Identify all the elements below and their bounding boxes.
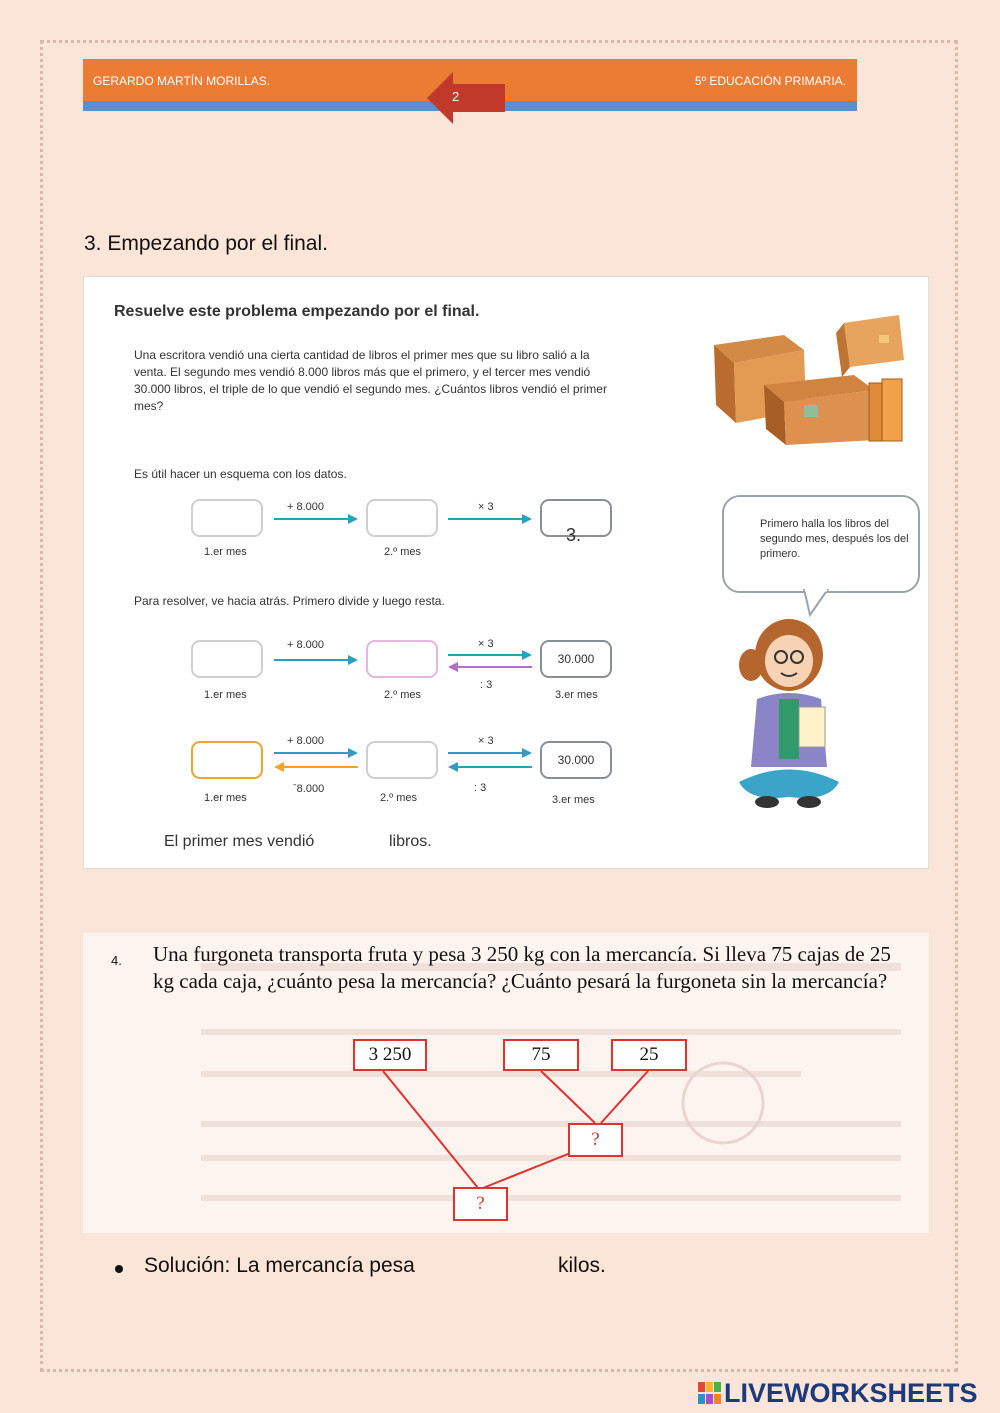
row1-plus-label: + 8.000 [287, 501, 325, 513]
row2-month2-box [366, 640, 438, 678]
row3-month2-box [366, 741, 438, 779]
row1-month2-box [366, 499, 438, 537]
row1-arrow-plus [274, 513, 358, 525]
page-number: 2 [452, 89, 460, 104]
solution-prefix: Solución: La mercancía pesa [144, 1254, 415, 1277]
exercise-3-panel [83, 276, 929, 869]
resolve-hint: Para resolver, ve hacia atrás. Primero divide y luego resta. [134, 594, 445, 608]
row3-times-label: × 3 [478, 735, 494, 747]
section-3-title: 3. Empezando por el final. [84, 232, 328, 255]
row1-month2-label: 2.º mes [384, 546, 422, 558]
row3-month1-box [191, 741, 263, 779]
row1-times-label: × 3 [478, 501, 494, 513]
row3-arrow-div [448, 761, 532, 773]
row2-month3-label: 3.er mes [555, 689, 598, 701]
row3-minus-label: ˉ8.000 [293, 783, 325, 795]
row1-month1-box [191, 499, 263, 537]
box-75: 75 [503, 1039, 579, 1071]
exercise-4-panel [83, 933, 929, 1233]
box-question-van[interactable]: ? [453, 1187, 508, 1221]
row3-arrow-plus [274, 747, 358, 759]
exercise-3-answer-prefix: El primer mes vendió [164, 833, 315, 850]
page-arrow-icon [427, 72, 505, 124]
exercise-4-number: 4. [111, 953, 122, 968]
row2-month1-box [191, 640, 263, 678]
exercise-4-problem: Una furgoneta transporta fruta y pesa 3 250 kg con la mercancía. Si lleva 75 cajas de 25 kg cada caja, ¿cuánto pesa la mercancía? ¿Cuánto pesará la furgoneta sin la mercancía? [153, 942, 891, 993]
row3-month3-label: 3.er mes [552, 794, 595, 806]
row1-arrow-times [448, 513, 532, 525]
row3-plus-label: + 8.000 [287, 735, 325, 747]
scheme-hint: Es útil hacer un esquema con los datos. [134, 467, 347, 481]
row2-times-label: × 3 [478, 638, 494, 650]
bullet-icon [112, 1262, 126, 1276]
row1-blank-answer[interactable]: 3. [566, 525, 582, 545]
row3-month2-label: 2.º mes [380, 792, 418, 804]
solution-suffix: kilos. [558, 1254, 606, 1277]
grade-label: 5º EDUCACIÓN PRIMARIA. [694, 74, 846, 88]
row3-arrow-times [448, 747, 532, 759]
row3-month1-label: 1.er mes [204, 792, 247, 804]
row2-month1-label: 1.er mes [204, 689, 247, 701]
boxes-illustration [704, 305, 914, 445]
row3-div-label: : 3 [474, 782, 487, 794]
box-25: 25 [611, 1039, 687, 1071]
row2-plus-label: + 8.000 [287, 639, 325, 651]
exercise-3-answer-suffix: libros. [389, 833, 432, 850]
exercise-3-heading: Resuelve este problema empezando por el final. [114, 303, 480, 320]
row2-div-label: : 3 [480, 679, 493, 691]
row2-arrow-plus [274, 654, 358, 666]
speech-bubble-text: Primero halla los libros del segundo mes, después los del primero. [760, 518, 909, 560]
box-3250: 3 250 [353, 1039, 427, 1071]
row2-month2-label: 2.º mes [384, 689, 422, 701]
liveworksheets-logo[interactable]: LIVEWORKSHEETS [724, 1378, 978, 1408]
exercise-3-problem: Una escritora vendió una cierta cantidad de libros el primer mes que su libro salió a la venta. El segundo mes vendió 8.000 libros más que el primero, y el tercer mes vendió 30.000 libros, el triple de lo que vendió el segundo mes. ¿Cuántos libros vendió el primer mes? [134, 348, 607, 413]
liveworksheets-logo-icon [698, 1382, 722, 1404]
box-question-merchandise[interactable]: ? [568, 1123, 623, 1157]
author-name: GERARDO MARTÍN MORILLAS. [93, 74, 271, 88]
girl-illustration [729, 607, 849, 817]
row2-arrow-times [448, 649, 532, 661]
row2-month3-box: 30.000 [540, 640, 612, 678]
row3-arrow-minus [274, 761, 358, 773]
row2-arrow-div [448, 661, 532, 673]
row3-month3-box: 30.000 [540, 741, 612, 779]
row1-month1-label: 1.er mes [204, 546, 247, 558]
